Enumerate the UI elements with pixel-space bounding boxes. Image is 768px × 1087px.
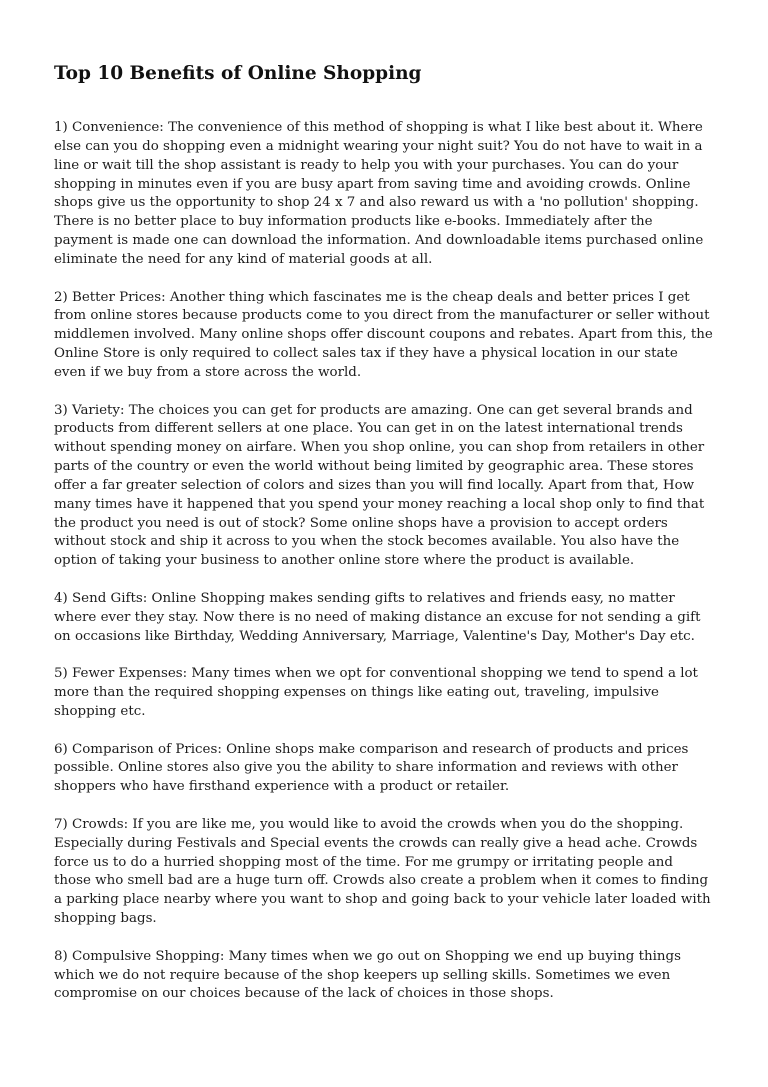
paragraph-comparison-of-prices: 6) Comparison of Prices: Online shops make comparison and research of products and prices possible. Online stores also give you the ability to share information and reviews with other shoppers who have firsthand experience with a product or retailer. — [54, 741, 689, 795]
document-title: Top 10 Benefits of Online Shopping — [54, 63, 422, 84]
paragraph-send-gifts: 4) Send Gifts: Online Shopping makes sending gifts to relatives and friends easy, no matter where ever they stay. Now there is no need of making distance an excuse for not sending a gift on occasions like Birthday, Wedding Anniversary, Marriage, Valentine's Day, Mother's Day etc. — [54, 590, 701, 644]
paragraph-convenience: 1) Convenience: The convenience of this method of shopping is what I like best about it. Where else can you do shopping even a midnight wearing your night suit? You do not have to wait in a line or wait till the shop assistant is ready to help you with your purchases. You can do your shopping in minutes even if you are busy apart from saving time and avoiding crowds. Online shops give us the opportunity to shop 24 x 7 and also reward us with a 'no pollution' shopping. There is no better place to buy information products like e-books. Immediately after the payment is made one can download the information. And downloadable items purchased online eliminate the need for any kind of material goods at all. — [54, 120, 704, 267]
paragraph-variety: 3) Variety: The choices you can get for products are amazing. One can get several brands and products from different sellers at one place. You can get in on the latest international trends without spending money on airfare. When you shop online, you can shop from retailers in other parts of the country or even the world without being limited by geographic area. These stores offer a far greater selection of colors and sizes than you will find locally. Apart from that, How many times have it happened that you spend your money reaching a local shop only to find that the product you need is out of stock? Some online shops have a provision to accept orders without stock and ship it across to you when the stock becomes available. You also have the option of taking your business to another online store where the product is available. — [54, 402, 705, 569]
paragraph-better-prices: 2) Better Prices: Another thing which fascinates me is the cheap deals and better prices I get from online stores because products come to you direct from the manufacturer or seller without middlemen involved. Many online shops offer discount coupons and rebates. Apart from this, the Online Store is only required to collect sales tax if they have a physical location in our state even if we buy from a store across the world. — [54, 289, 713, 380]
paragraph-compulsive-shopping: 8) Compulsive Shopping: Many times when we go out on Shopping we end up buying things which we do not require because of the shop keepers up selling skills. Sometimes we even compromise on our choices because of the lack of choices in those shops. — [54, 948, 681, 1002]
paragraph-fewer-expenses: 5) Fewer Expenses: Many times when we opt for conventional shopping we tend to spend a lot more than the required shopping expenses on things like eating out, traveling, impulsive shopping etc. — [54, 666, 698, 719]
paragraph-crowds: 7) Crowds: If you are like me, you would like to avoid the crowds when you do the shopping. Especially during Festivals and Special events the crowds can really give a head ache. Crowds force us to do a hurried shopping most of the time. For me grumpy or irritating people and those who smell bad are a huge turn off. Crowds also create a problem when it comes to finding a parking place nearby where you want to shop and going back to your vehicle later loaded with shopping bags. — [54, 816, 711, 927]
